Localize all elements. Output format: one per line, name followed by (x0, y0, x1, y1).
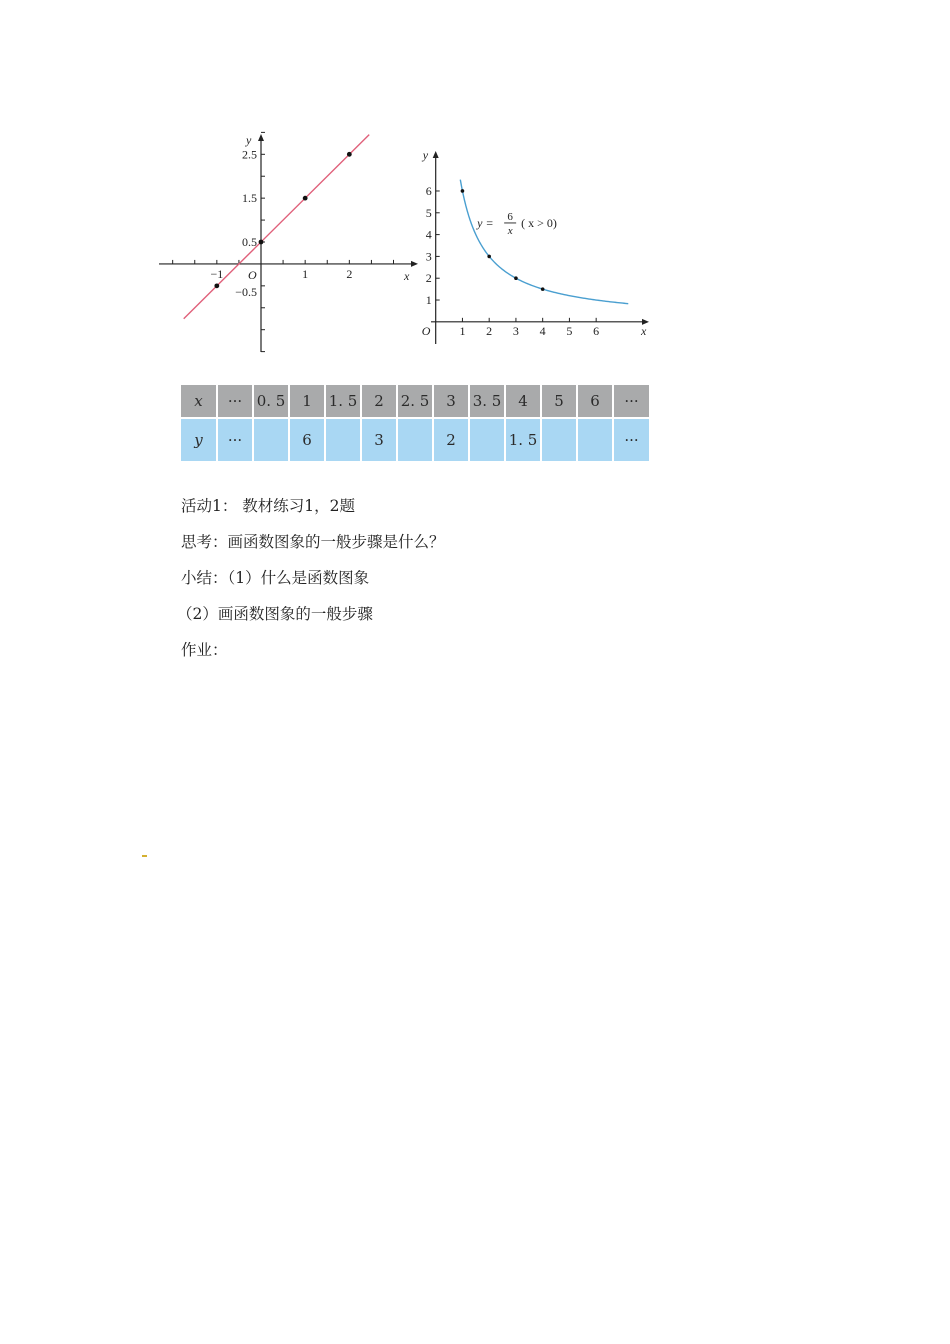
table-cell (541, 418, 577, 461)
table-cell: ··· (217, 385, 253, 418)
y-tick-label: 4 (425, 227, 432, 242)
table-cell: 4 (505, 385, 541, 418)
y-tick-label: 2 (425, 271, 432, 286)
y-tick-label: 1 (425, 293, 432, 308)
curve-label-condition: ( x > 0) (521, 215, 557, 230)
summary-line-2: （2）画函数图象的一般步骤 (177, 605, 373, 623)
y-axis-label: y (422, 148, 429, 162)
x-axis-arrow (411, 261, 418, 267)
activity-line: 活动1： 教材练习1，2题 (181, 497, 356, 515)
data-point (347, 152, 352, 157)
homework-line: 作业： (181, 641, 228, 659)
origin-label: O (248, 267, 257, 282)
table-cell: 6 (577, 385, 613, 418)
think-line: 思考：画函数图象的一般步骤是什么？ (181, 533, 445, 551)
data-point (461, 189, 465, 193)
data-point (303, 196, 308, 201)
table-cell: 3 (433, 385, 469, 418)
table-cell (469, 418, 505, 461)
data-point (514, 276, 518, 280)
series-curve (460, 180, 628, 304)
table-cell: 6 (289, 418, 325, 461)
table-cell: 2 (433, 418, 469, 461)
origin-label: O (421, 323, 431, 338)
table-cell: x (181, 385, 217, 418)
table-cell: 1. 5 (505, 418, 541, 461)
series-line (184, 135, 369, 319)
x-tick-label: 3 (512, 323, 519, 338)
table-cell: ··· (217, 418, 253, 461)
x-tick-label: 2 (346, 266, 353, 281)
x-tick-label: 2 (486, 323, 493, 338)
table-cell (577, 418, 613, 461)
data-point (259, 240, 264, 245)
table-cell: 2 (361, 385, 397, 418)
table-cell (253, 418, 289, 461)
data-point (541, 287, 545, 291)
inverse-proportion-chart (421, 143, 655, 348)
data-point (214, 283, 219, 288)
curve-label-denominator: x (507, 224, 513, 237)
y-tick-label: 6 (425, 183, 432, 198)
curve-label-numerator: 6 (507, 210, 513, 223)
table-cell: 1. 5 (325, 385, 361, 418)
table-cell (397, 418, 433, 461)
summary-line-1: 小结：（1）什么是函数图象 (181, 569, 370, 587)
table-cell: ··· (613, 385, 649, 418)
table-cell: 3 (361, 418, 397, 461)
value-table (181, 385, 649, 461)
table-cell: y (181, 418, 217, 461)
y-tick-label: 2.5 (242, 147, 257, 162)
y-axis-arrow (433, 151, 439, 158)
data-point (487, 255, 491, 259)
x-axis-label: x (404, 268, 410, 283)
table-cell: ··· (613, 418, 649, 461)
y-tick-label: −0.5 (235, 284, 257, 299)
y-tick-label: 0.5 (242, 235, 257, 249)
y-tick-label: 1.5 (242, 191, 257, 206)
table-cell: 1 (289, 385, 325, 418)
y-axis-arrow (258, 134, 264, 141)
curve-label-prefix: y = (477, 215, 494, 230)
table-cell: 5 (541, 385, 577, 418)
x-tick-label: 1 (459, 323, 466, 338)
x-tick-label: 4 (539, 323, 546, 338)
footer-mark (142, 855, 147, 857)
table-cell: 3. 5 (469, 385, 505, 418)
x-tick-label: 6 (593, 323, 600, 338)
x-tick-label: −1 (210, 266, 224, 281)
table-row-y (181, 418, 649, 461)
x-axis-label: x (641, 323, 647, 338)
table-row-x (181, 385, 649, 418)
x-tick-label: 5 (566, 323, 573, 338)
y-tick-label: 3 (425, 249, 432, 264)
y-tick-label: 5 (425, 205, 432, 220)
linear-function-chart (155, 128, 420, 356)
y-axis-label: y (246, 133, 252, 147)
table-cell (325, 418, 361, 461)
x-tick-label: 1 (302, 266, 309, 281)
table-cell: 2. 5 (397, 385, 433, 418)
table-cell: 0. 5 (253, 385, 289, 418)
